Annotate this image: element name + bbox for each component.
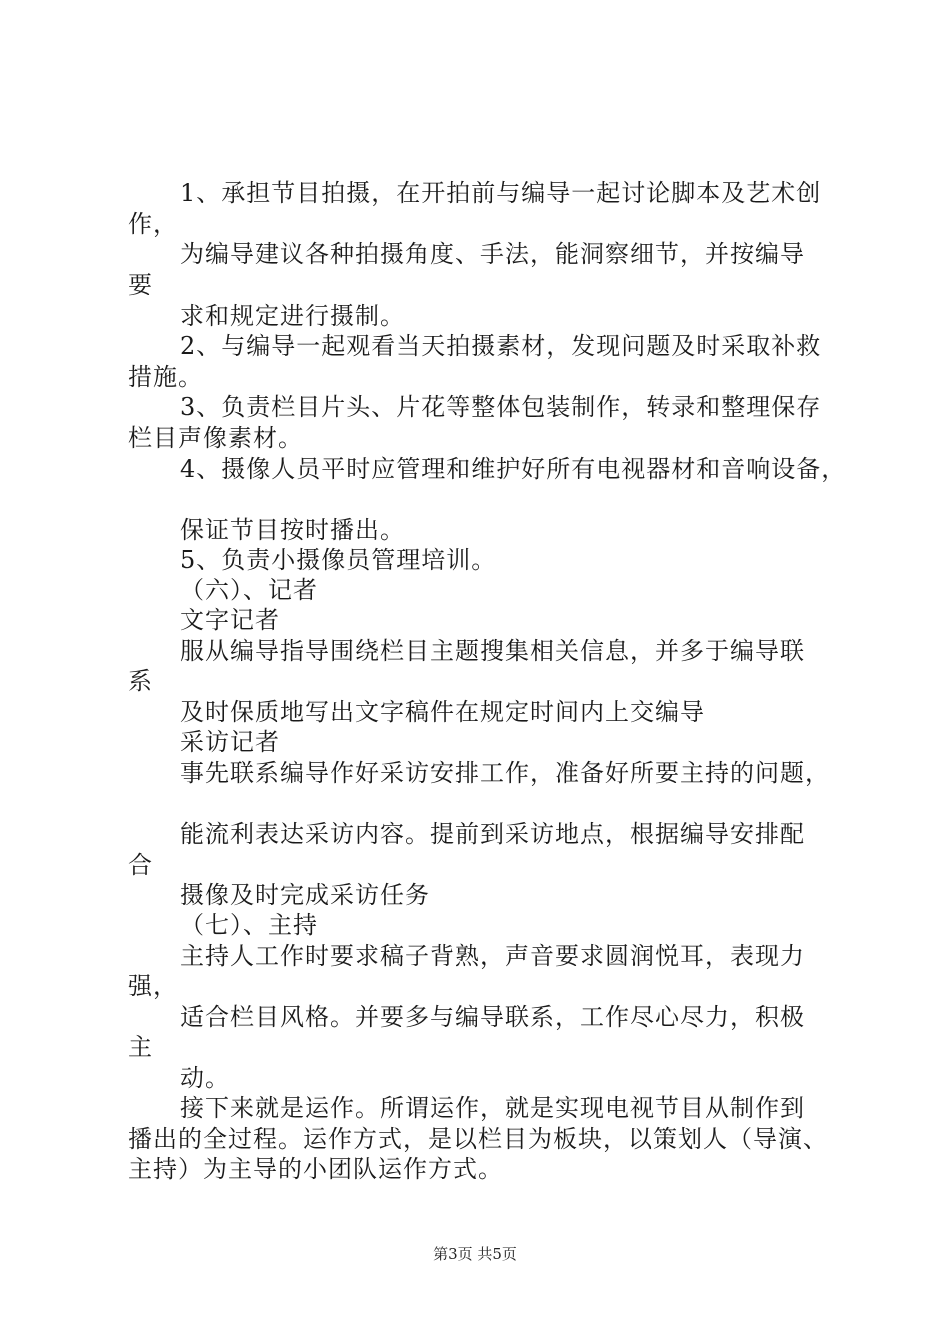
text-line: 要 xyxy=(128,271,153,299)
text-line: 适合栏目风格。并要多与编导联系，工作尽心尽力，积极 xyxy=(180,1003,805,1031)
text-line: 事先联系编导作好采访安排工作，准备好所要主持的问题， xyxy=(180,759,830,787)
text-line: 合 xyxy=(128,851,153,879)
subheading: 采访记者 xyxy=(180,728,280,756)
text-line: 2、与编导一起观看当天拍摄素材，发现问题及时采取补救 xyxy=(180,332,822,360)
text-line: 保证节目按时播出。 xyxy=(180,516,405,544)
text-line: 3、负责栏目片头、片花等整体包装制作，转录和整理保存 xyxy=(180,393,822,421)
text-line: 接下来就是运作。所谓运作，就是实现电视节目从制作到 xyxy=(180,1094,805,1122)
text-line: 系 xyxy=(128,667,153,695)
text-line: 主持）为主导的小团队运作方式。 xyxy=(128,1155,503,1183)
text-line: 求和规定进行摄制。 xyxy=(180,302,405,330)
text-line: 作， xyxy=(128,210,178,238)
text-line: 主持人工作时要求稿子背熟，声音要求圆润悦耳，表现力 xyxy=(180,942,805,970)
page-number-footer: 第3页 共5页 xyxy=(433,1245,517,1263)
text-line: 措施。 xyxy=(128,363,203,391)
text-line: 5、负责小摄像员管理培训。 xyxy=(180,546,497,574)
text-line: 播出的全过程。运作方式，是以栏目为板块，以策划人（导演、 xyxy=(128,1125,828,1153)
text-line: 为编导建议各种拍摄角度、手法，能洞察细节，并按编导 xyxy=(180,240,805,268)
text-line: 摄像及时完成采访任务 xyxy=(180,881,430,909)
text-line: 主 xyxy=(128,1033,153,1061)
section-heading: （七）、主持 xyxy=(180,911,318,939)
text-line: 能流利表达采访内容。提前到采访地点，根据编导安排配 xyxy=(180,820,805,848)
text-line: 服从编导指导围绕栏目主题搜集相关信息，并多于编导联 xyxy=(180,637,805,665)
section-heading: （六）、记者 xyxy=(180,576,318,604)
text-line: 1、承担节目拍摄，在开拍前与编导一起讨论脚本及艺术创 xyxy=(180,179,822,207)
subheading: 文字记者 xyxy=(180,606,280,634)
text-line: 栏目声像素材。 xyxy=(128,424,303,452)
text-line: 动。 xyxy=(180,1064,230,1092)
text-line: 及时保质地写出文字稿件在规定时间内上交编导 xyxy=(180,698,705,726)
text-line: 4、摄像人员平时应管理和维护好所有电视器材和音响设备， xyxy=(180,455,847,483)
text-line: 强， xyxy=(128,972,178,1000)
